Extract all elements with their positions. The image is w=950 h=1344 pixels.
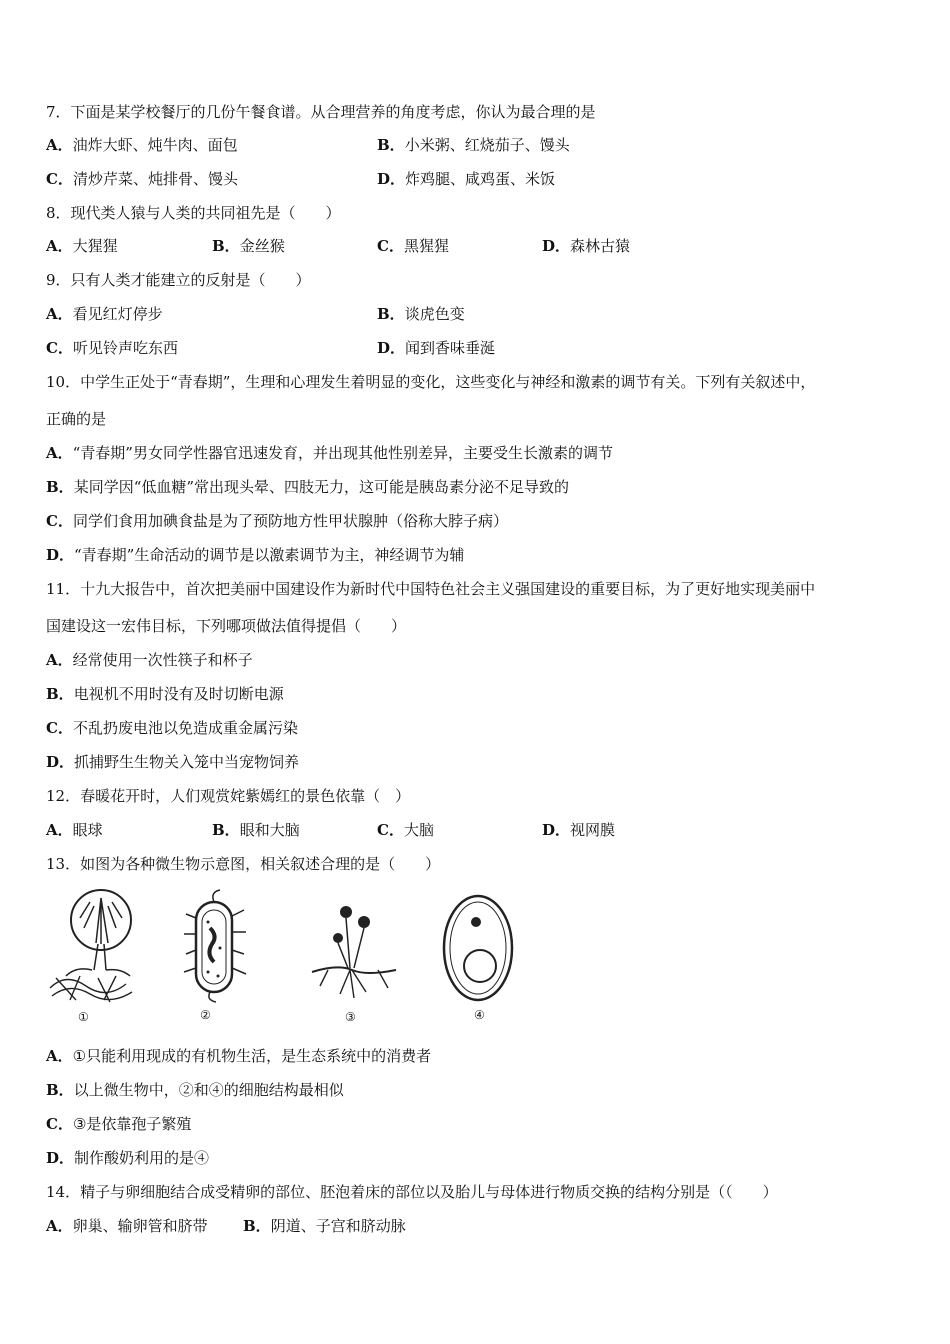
q13-option-a: A．①只能利用现成的有机物生活，是生态系统中的消费者 [46,1047,432,1065]
q10-stem-line1: 10．中学生正处于“青春期”，生理和心理发生着明显的变化，这些变化与神经和激素的调节有关。下列有关叙述中， [46,373,816,391]
mould-aspergillus-drawing [46,888,136,1008]
q8-option-a: A．大猩猩 [46,237,118,255]
q8-option-d: D．森林古猿 [542,237,631,255]
q7-option-a: A．油炸大虾、炖牛肉、面包 [46,136,238,154]
q12-option-c: C．大脑 [377,821,434,839]
q9-option-a: A．看见红灯停步 [46,305,163,323]
q8-option-b: B．金丝猴 [212,237,285,255]
q14-option-b: B．阴道、子宫和脐动脉 [243,1217,406,1235]
q14-stem: 14．精子与卵细胞结合成受精卵的部位、胚泡着床的部位以及胎儿与母体进行物质交换的结构分别是（（ ） [46,1183,778,1201]
q10-option-b: B．某同学因“低血糖”常出现头晕、四肢无力，这可能是胰岛素分泌不足导致的 [46,478,570,496]
yeast-drawing [440,892,520,1004]
q8-option-c: C．黑猩猩 [377,237,449,255]
q8-stem: 8．现代类人猿与人类的共同祖先是（ ） [46,204,341,222]
q10-option-d: D．“青春期”生命活动的调节是以激素调节为主，神经调节为辅 [46,546,465,564]
q7-option-d: D．炸鸡腿、咸鸡蛋、米饭 [377,170,556,188]
mould-rhizopus-drawing [308,898,398,1003]
q13-option-d: D．制作酸奶利用的是④ [46,1149,210,1167]
figure-label-3: ③ [345,1010,356,1024]
figure-label-4: ④ [474,1008,485,1022]
q10-stem-line2: 正确的是 [46,410,107,428]
q9-option-b: B．谈虎色变 [377,305,465,323]
q10-option-c: C．同学们食用加碘食盐是为了预防地方性甲状腺肿（俗称大脖子病） [46,512,508,530]
q11-option-c: C．不乱扔废电池以免造成重金属污染 [46,719,298,737]
q14-option-a: A．卵巢、输卵管和脐带 [46,1217,208,1235]
q10-option-a: A．“青春期”男女同学性器官迅速发育，并出现其他性别差异，主要受生长激素的调节 [46,444,613,462]
q13-option-b: B．以上微生物中，②和④的细胞结构最相似 [46,1081,344,1099]
figure-label-1: ① [78,1010,89,1024]
q9-option-d: D．闻到香味垂涎 [377,339,496,357]
q7-stem: 7．下面是某学校餐厅的几份午餐食谱。从合理营养的角度考虑，你认为最合理的是 [46,103,596,121]
q12-stem: 12．春暖花开时，人们观赏姹紫嫣红的景色依靠（ ） [46,787,411,805]
q12-option-d: D．视网膜 [542,821,616,839]
q7-option-c: C．清炒芹菜、炖排骨、馒头 [46,170,238,188]
q11-stem-line2: 国建设这一宏伟目标，下列哪项做法值得提倡（ ） [46,617,407,635]
q11-option-b: B．电视机不用时没有及时切断电源 [46,685,284,703]
bacterium-drawing [180,888,250,1003]
q11-option-d: D．抓捕野生生物关入笼中当宠物饲养 [46,753,300,771]
figure-label-2: ② [200,1008,211,1022]
q13-stem: 13．如图为各种微生物示意图，相关叙述合理的是（ ） [46,855,441,873]
q12-option-b: B．眼和大脑 [212,821,300,839]
q13-option-c: C．③是依靠孢子繁殖 [46,1115,192,1133]
q12-option-a: A．眼球 [46,821,103,839]
q11-option-a: A．经常使用一次性筷子和杯子 [46,651,253,669]
q7-option-b: B．小米粥、红烧茄子、馒头 [377,136,570,154]
q9-stem: 9．只有人类才能建立的反射是（ ） [46,271,311,289]
q11-stem-line1: 11．十九大报告中，首次把美丽中国建设作为新时代中国特色社会主义强国建设的重要目标，为了更好地实现美丽中 [46,580,816,598]
q9-option-c: C．听见铃声吃东西 [46,339,178,357]
microorganism-figure [40,888,540,1030]
